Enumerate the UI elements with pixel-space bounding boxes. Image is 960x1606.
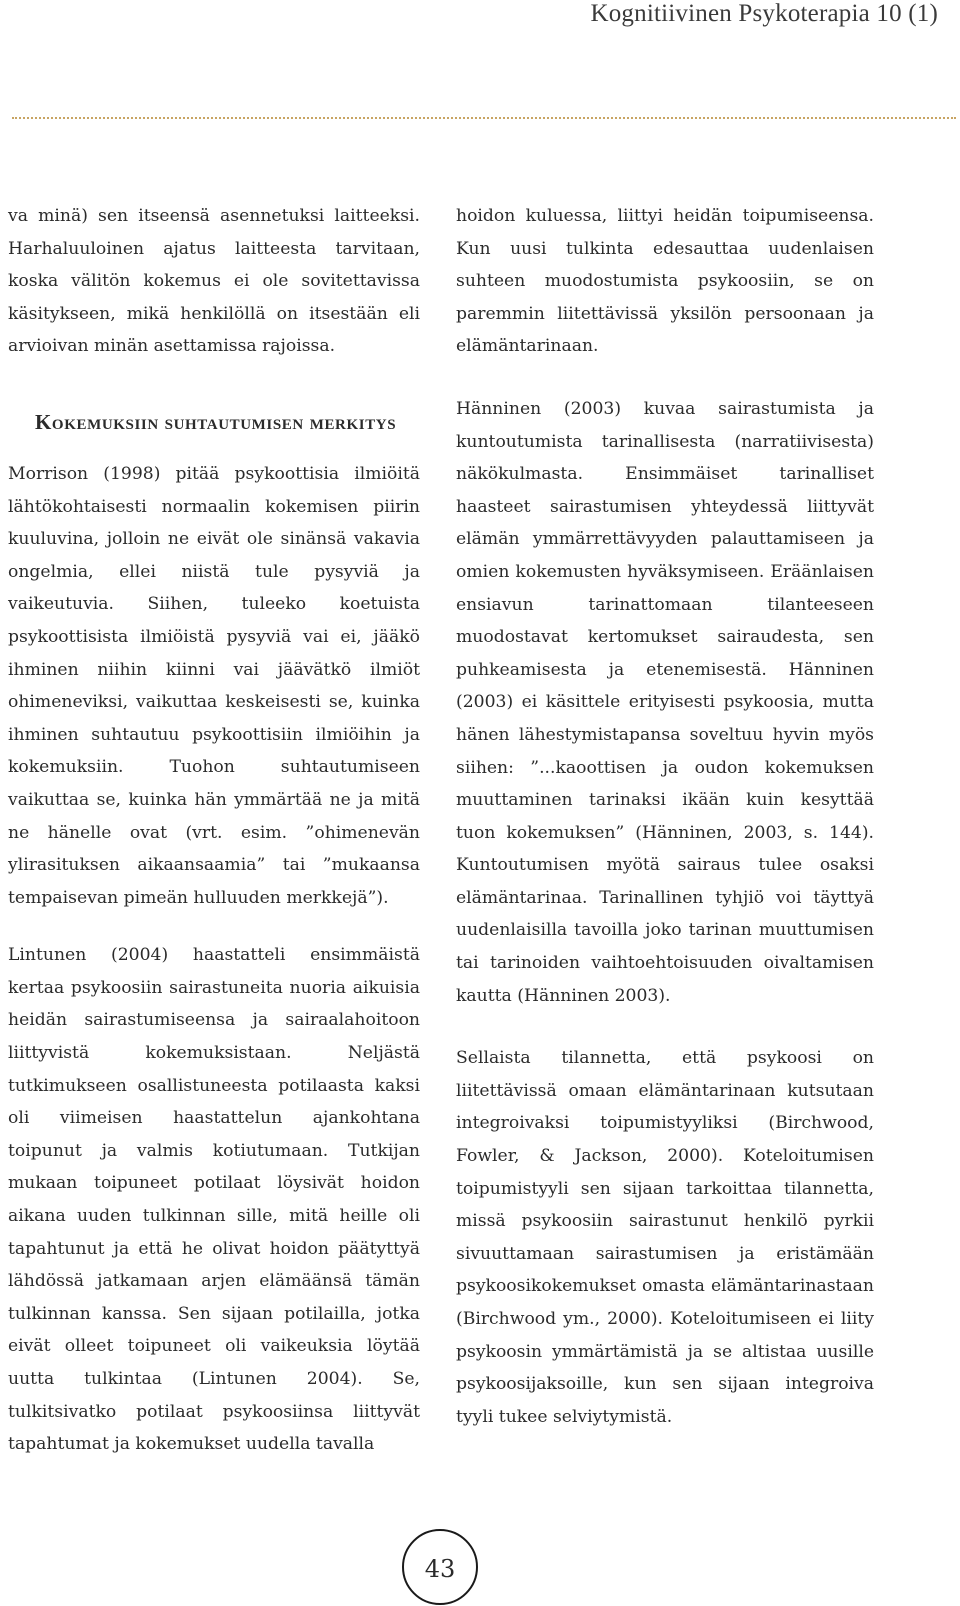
dotted-divider	[12, 117, 956, 119]
page-number: 43	[424, 1555, 456, 1583]
right-paragraph-1: hoidon kuluessa, liittyi heidän toipumiseensa. Kun uusi tulkinta edesauttaa uudenlaisen suhteen muodostumista psykoosiin, se on paremmin liitettävissä yksilön persoonaan ja elämäntarinaan.	[456, 206, 874, 357]
right-paragraph-3: Sellaista tilannetta, että psykoosi on liitettävissä omaan elämäntarinaan kutsutaan integroivaksi toipumistyyliksi (Birchwood, Fowler, & Jackson, 2000). Koteloitumisen toipumistyyli sen sijaan tarkoittaa tilannetta, missä psykoosiin sairastunut henkilö pyrkii sivuuttamaan sairastumisen ja eristämään psykoosikokemukset omasta elämäntarinastaan (Birchwood ym., 2000). Koteloitumiseen ei liity psykoosin ymmärtämistä ja se altistaa uusille psykoosijaksoille, kun sen sijaan integroiva tyyli tukee selviytymistä.	[456, 1048, 874, 1427]
section-heading: Kokemuksiin suhtautumisen merkitys	[35, 409, 397, 434]
right-paragraph-2: Hänninen (2003) kuvaa sairastumista ja kuntoutumista tarinallisesta (narratiivisesta) näkökulmasta. Ensimmäiset tarinalliset haasteet sairastumisen yhteydessä liittyvät elämän ymmärrettävyyden palauttamiseen ja omien kokemusten hyväksymiseen. Eräänlaisen ensiavun tarinattomaan tilanteeseen muodostavat kertomukset sairaudesta, sen puhkeamisesta ja etenemisestä. Hänninen (2003) ei käsittele erityisesti psykoosia, mutta hänen lähestymistapansa soveltuu hyvin myös siihen: ”...kaoottisen ja oudon kokemuksen muuttaminen tarinaksi ikään kuin kesyttää tuon kokemuksen” (Hänninen, 2003, s. 144). Kuntoutumisen myötä sairaus tulee osaksi elämäntarinaa. Tarinallinen tyhjiö voi täyttyä uudenlaisilla tavoilla joko tarinan muuttumisen tai tarinoiden vaihtoehtoisuuden oivaltamisen kautta (Hänninen 2003).	[456, 398, 874, 1006]
left-paragraph-2: Morrison (1998) pitää psykoottisia ilmiöitä lähtökohtaisesti normaalin kokemisen piirin kuuluvina, jolloin ne eivät ole sinänsä vakavia ongelmia, ellei niistä tule pysyviä ja vaikeutuvia. Siihen, tuleeko koetuista psykoottisista ilmiöistä pysyviä vai ei, jääkö ihminen niihin kiinni vai jäävätkö ilmiöt ohimeneviksi, vaikuttaa keskeisesti se, kuinka ihminen suhtautuu psykoottisiin ilmiöihin ja kokemuksiin. Tuohon suhtautumiseen vaikuttaa se, kuinka hän ymmärtää ne ja mitä ne hänelle ovat (vrt. esim. ”ohimenevän ylirasituksen aikaansaamia” tai ”mukaansa tempaisevan pimeän hulluuden merkkejä”).	[8, 463, 420, 908]
left-column	[8, 200, 420, 1461]
left-paragraph-1: va minä) sen itseensä asennetuksi laitteeksi. Harhaluuloinen ajatus laitteesta tarvitaan, koska välitön kokemus ei ole sovitettavissa käsitykseen, mikä henkilöllä on itsestään eli arvioivan minän asettamissa rajoissa.	[8, 206, 420, 357]
left-paragraph-3: Lintunen (2004) haastatteli ensimmäistä kertaa psykoosiin sairastuneita nuoria aikuisia heidän sairastumiseensa ja sairaalahoitoon liittyvistä kokemuksistaan. Neljästä tutkimukseen osallistuneesta potilaasta kaksi oli viimeisen haastattelun ajankohtana toipunut ja valmis kotiutumaan. Tutkijan mukaan toipuneet potilaat löysivät hoidon aikana uuden tulkinnan sille, mitä heille oli tapahtunut ja että he olivat hoidon päätyttyä lähdössä jatkamaan arjen elämäänsä tämän tulkinnan kanssa. Sen sijaan potilailla, jotka eivät olleet toipuneet oli vaikeuksia löytää uutta tulkintaa (Lintunen 2004). Se, tulkitsivatko potilaat psykoosiinsa liittyvät tapahtumat ja kokemukset uudella tavalla	[8, 945, 420, 1455]
right-column	[456, 200, 874, 1433]
page-number-circle	[402, 1529, 478, 1605]
running-title: Kognitiivinen Psykoterapia 10 (1)	[590, 0, 938, 27]
